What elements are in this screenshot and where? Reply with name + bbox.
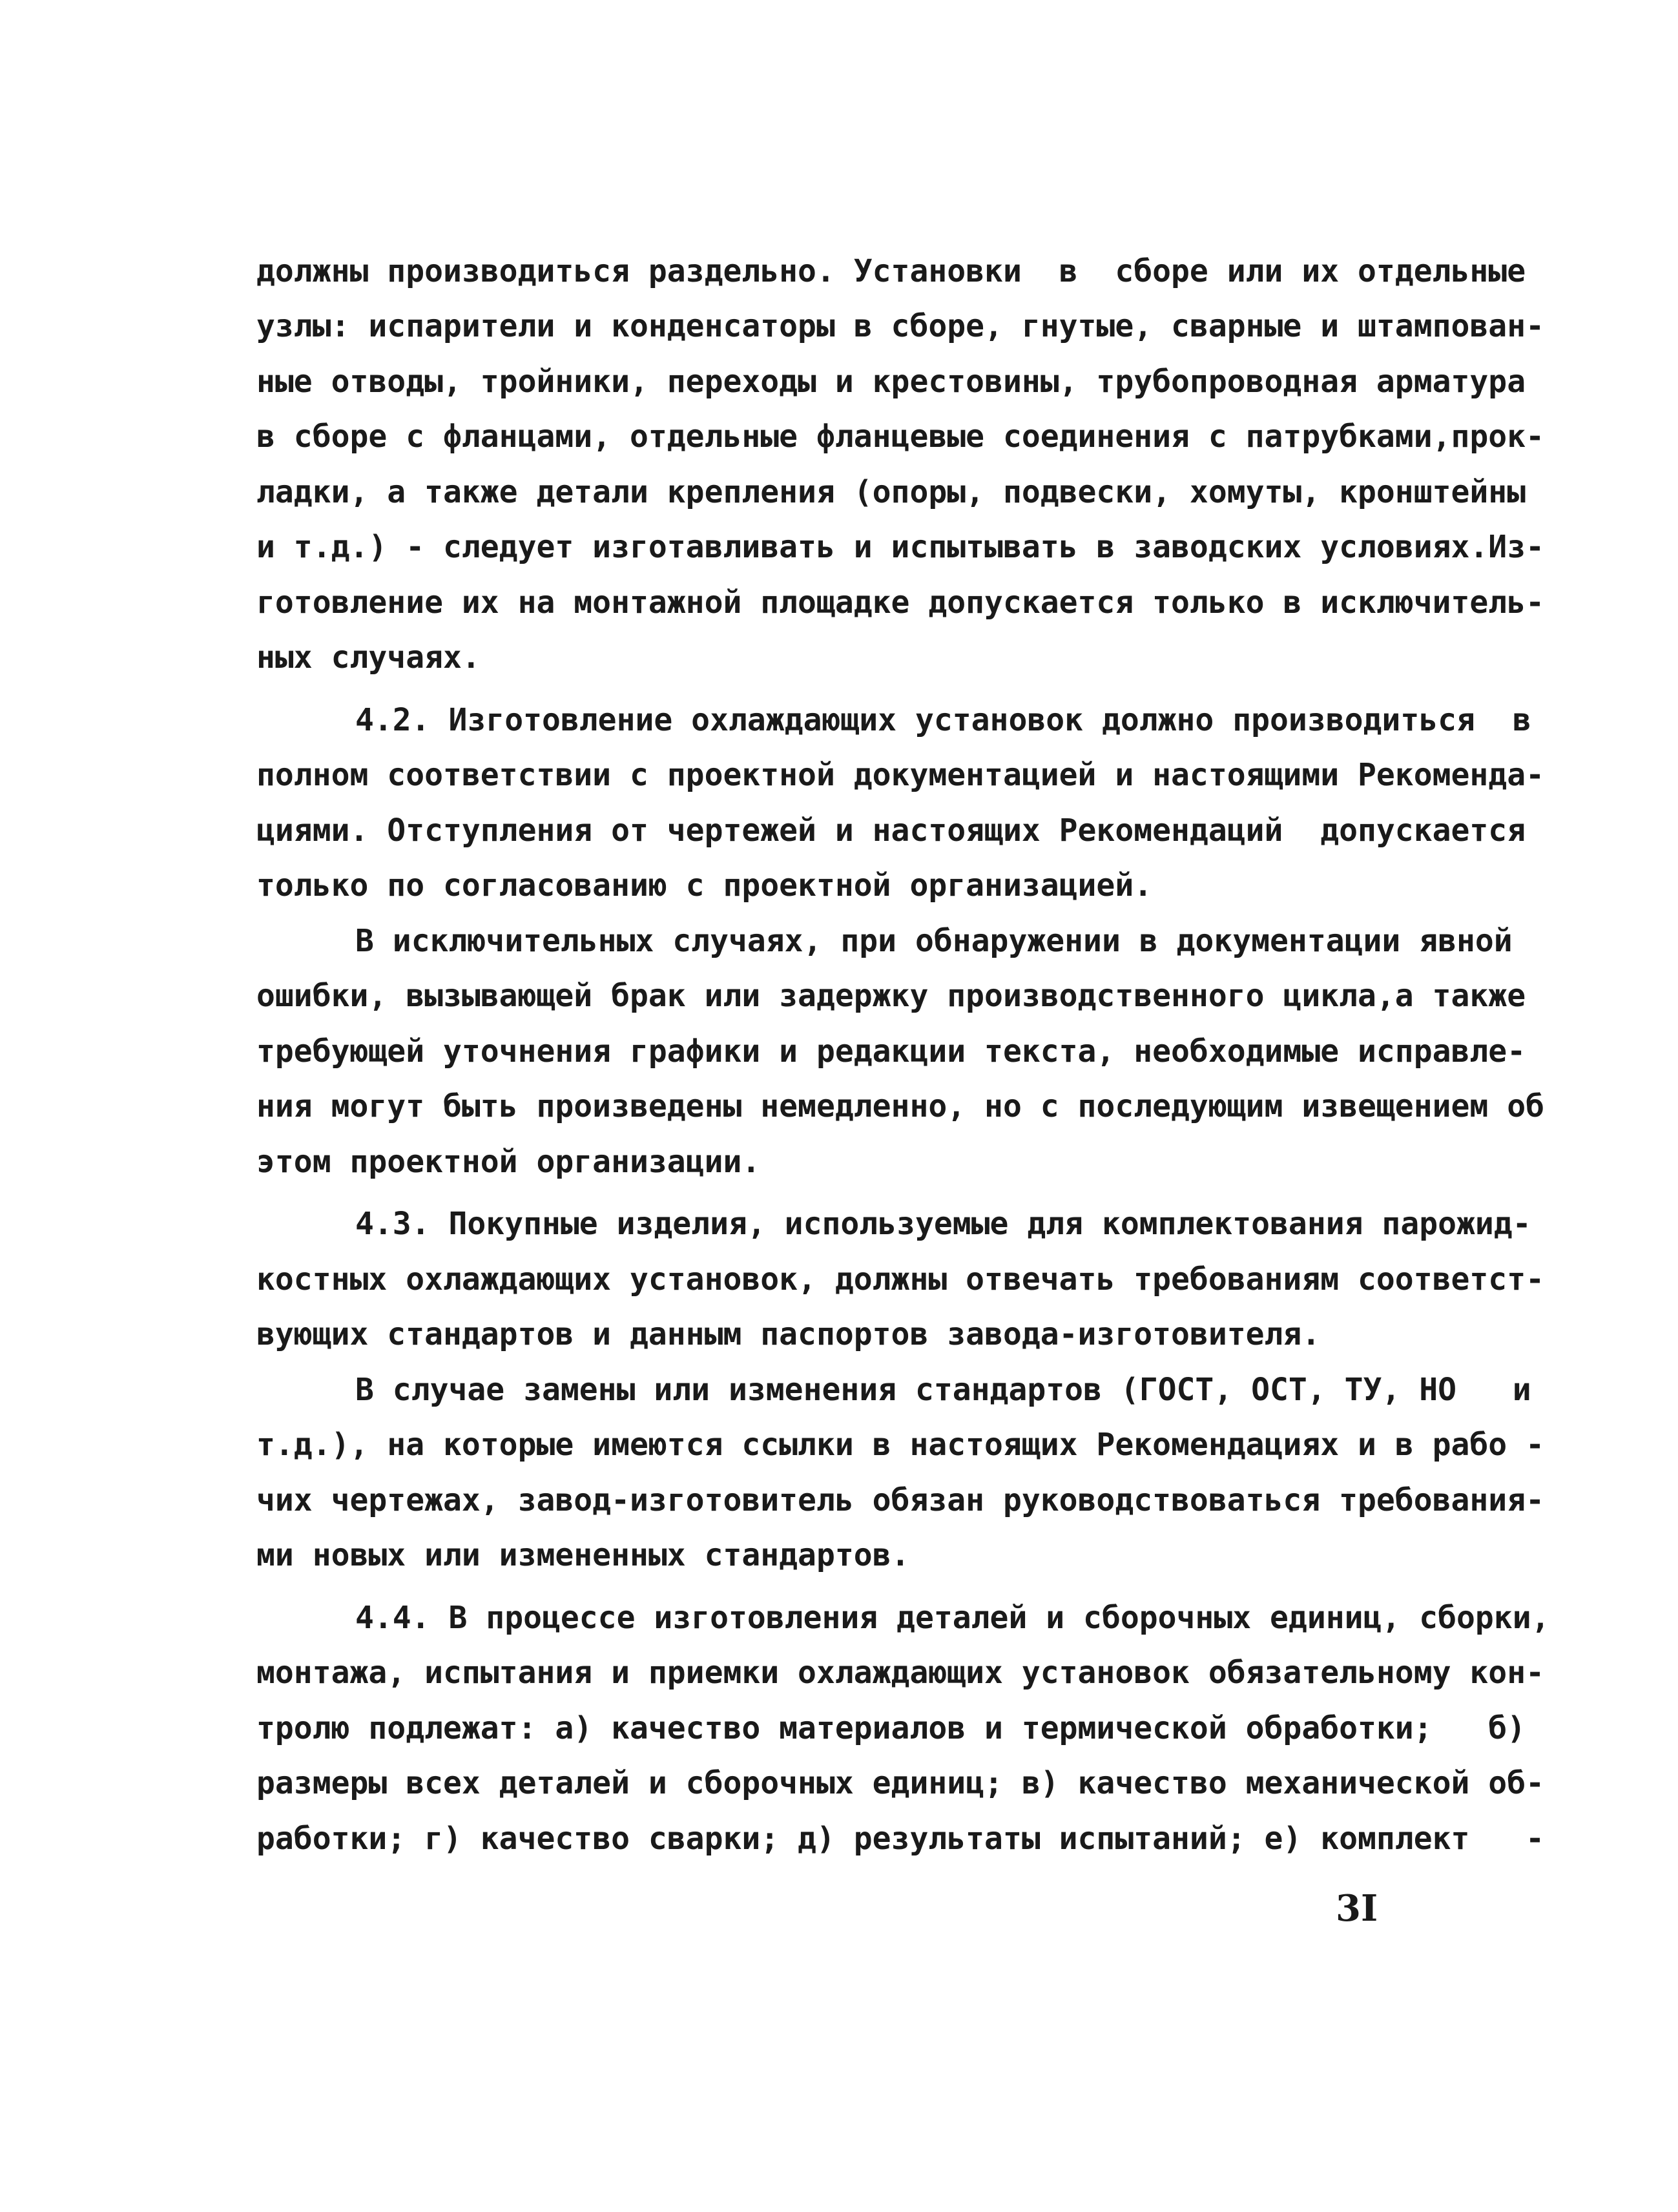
text-line: узлы: испарители и конденсаторы в сборе, гнутые, сварные и штампован-: [256, 308, 1544, 344]
text-line: ных случаях.: [256, 639, 481, 676]
text-line: т.д.), на которые имеются ссылки в настоящих Рекомендациях и в рабо -: [256, 1427, 1544, 1463]
paragraph-4-3-first-line: 4.3. Покупные изделия, используемые для комплектования парожид-: [355, 1206, 1531, 1242]
text-line: ные отводы, тройники, переходы и крестовины, трубопроводная арматура: [256, 364, 1526, 400]
text-line: ладки, а также детали крепления (опоры, подвески, хомуты, кронштейны: [256, 474, 1526, 510]
paragraph-4-4-first-line: 4.4. В процессе изготовления деталей и сборочных единиц, сборки,: [355, 1600, 1550, 1636]
paragraph-first-line: В исключительных случаях, при обнаружении в документации явной: [355, 923, 1513, 959]
text-line: полном соответствии с проектной документацией и настоящими Рекоменда-: [256, 757, 1544, 793]
text-line: ми новых или измененных стандартов.: [256, 1537, 910, 1573]
text-line: вующих стандартов и данным паспортов завода-изготовителя.: [256, 1316, 1321, 1352]
paragraph-first-line: В случае замены или изменения стандартов (ГОСТ, ОСТ, ТУ, НО и: [355, 1372, 1531, 1408]
text-line: размеры всех деталей и сборочных единиц; в) качество механической об-: [256, 1765, 1544, 1801]
text-line: циями. Отступления от чертежей и настоящих Рекомендаций допускается: [256, 812, 1526, 849]
text-line: требующей уточнения графики и редакции текста, необходимые исправле-: [256, 1033, 1526, 1070]
paragraph-4-2-first-line: 4.2. Изготовление охлаждающих установок должно производиться в: [355, 702, 1531, 738]
text-line: тролю подлежат: а) качество материалов и термической обработки; б): [256, 1710, 1526, 1746]
text-line: и т.д.) - следует изготавливать и испытывать в заводских условиях.Из-: [256, 529, 1544, 565]
text-line: монтажа, испытания и приемки охлаждающих установок обязательному кон-: [256, 1655, 1544, 1691]
text-line: только по согласованию с проектной организацией.: [256, 867, 1153, 904]
text-line: этом проектной организации.: [256, 1144, 761, 1180]
text-line: работки; г) качество сварки; д) результаты испытаний; е) комплект -: [256, 1821, 1544, 1857]
text-line: готовление их на монтажной площадке допускается только в исключитель-: [256, 584, 1544, 621]
text-line: ошибки, вызывающей брак или задержку производственного цикла,а также: [256, 978, 1526, 1014]
page-number: 3I: [1336, 1887, 1378, 1930]
text-line: ния могут быть произведены немедленно, но с последующим извещением об: [256, 1088, 1544, 1124]
text-line: чих чертежах, завод-изготовитель обязан руководствоваться требования-: [256, 1482, 1544, 1518]
text-line: костных охлаждающих установок, должны отвечать требованиям соответст-: [256, 1261, 1544, 1297]
text-line: в сборе с фланцами, отдельные фланцевые соединения с патрубками,прок-: [256, 419, 1544, 455]
text-line: должны производиться раздельно. Установки в сборе или их отдельные: [256, 253, 1526, 289]
